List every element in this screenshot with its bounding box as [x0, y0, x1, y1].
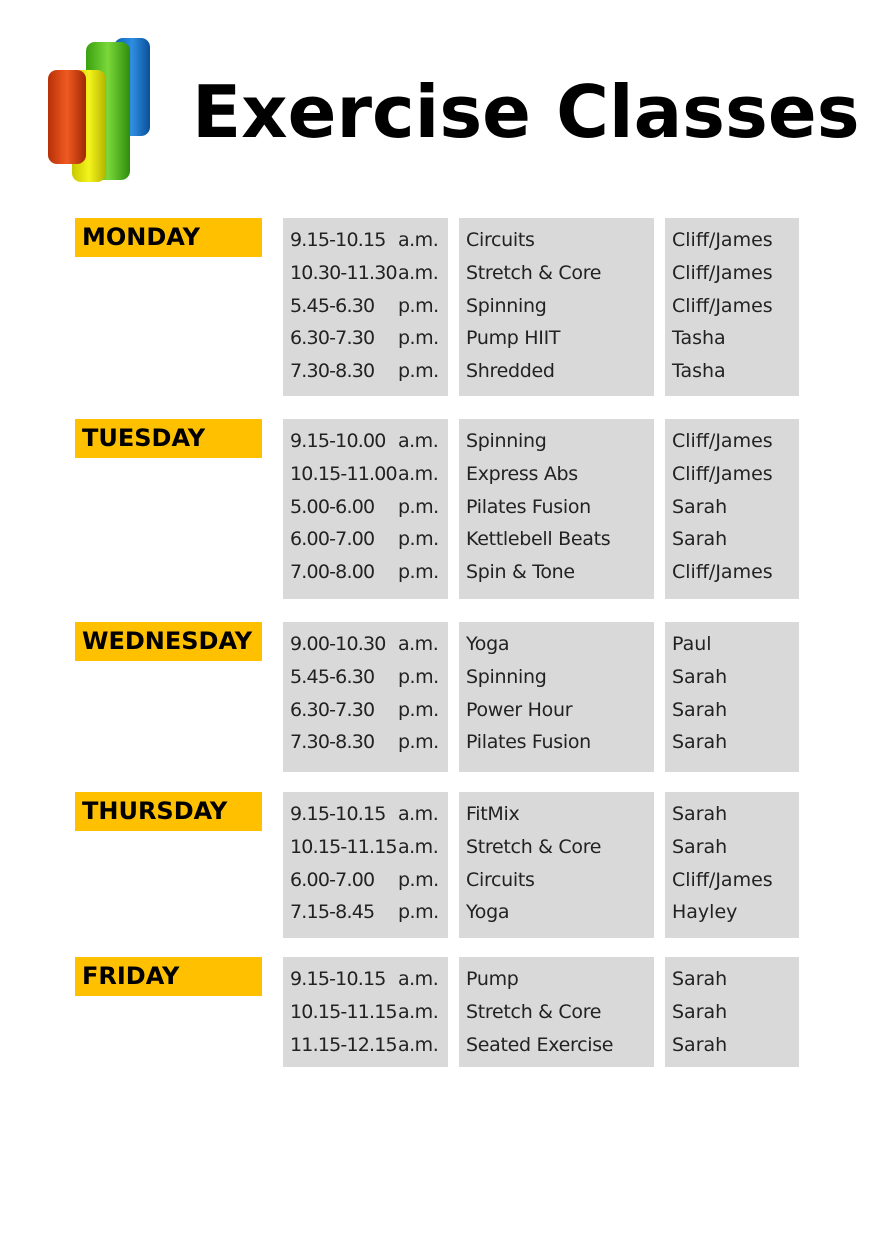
time-row — [290, 695, 448, 728]
time-range: 10.30-11.30 — [290, 261, 397, 284]
instructor-name: Hayley — [672, 901, 738, 924]
class-name: Spinning — [466, 430, 547, 452]
instructor-name: Tasha — [672, 360, 726, 383]
class-name: Spinning — [466, 665, 547, 688]
time-row — [290, 662, 448, 695]
time-row — [290, 258, 448, 291]
class-name: Pilates Fusion — [466, 731, 591, 754]
time-row — [290, 865, 448, 898]
instructor-name: Sarah — [672, 528, 728, 551]
time-range: 9.15-10.15 — [290, 229, 386, 251]
class-name: Stretch & Core — [466, 1000, 602, 1023]
time-period: p.m. — [398, 868, 439, 891]
time-range: 9.15-10.00 — [290, 430, 386, 452]
time-column — [283, 218, 448, 396]
class-name: Pump — [466, 968, 519, 990]
time-range: 10.15-11.15 — [290, 1000, 397, 1023]
instructor-name: Cliff/James — [672, 561, 773, 584]
instructor-name: Sarah — [672, 698, 728, 721]
time-range: 10.15-11.00 — [290, 462, 397, 485]
time-period: p.m. — [398, 294, 439, 317]
time-row — [290, 557, 448, 590]
time-period: p.m. — [398, 698, 439, 721]
instructor-name: Sarah — [672, 731, 728, 754]
time-period: a.m. — [398, 1033, 439, 1056]
instructor-name: Tasha — [672, 327, 726, 350]
time-period: a.m. — [398, 633, 439, 655]
time-row — [290, 964, 448, 997]
time-range: 7.30-8.30 — [290, 360, 375, 383]
class-name: Circuits — [466, 229, 535, 251]
class-name: Pump HIIT — [466, 327, 561, 350]
day-label: WEDNESDAY — [75, 622, 262, 661]
time-range: 9.15-10.15 — [290, 968, 386, 990]
time-period: a.m. — [398, 261, 439, 284]
day-block — [75, 957, 799, 1067]
page-title: Exercise Classes — [192, 70, 860, 154]
day-label: THURSDAY — [75, 792, 262, 831]
time-period: p.m. — [398, 901, 439, 924]
day-block — [75, 792, 799, 938]
time-row — [290, 1030, 448, 1063]
time-period: a.m. — [398, 430, 439, 452]
time-row — [290, 524, 448, 557]
instructor-column — [665, 792, 799, 938]
instructor-name: Sarah — [672, 968, 728, 990]
time-range: 6.00-7.00 — [290, 868, 375, 891]
time-period: p.m. — [398, 360, 439, 383]
class-name: Stretch & Core — [466, 261, 602, 284]
time-range: 9.00-10.30 — [290, 633, 386, 655]
time-range: 7.15-8.45 — [290, 901, 375, 924]
time-period: p.m. — [398, 528, 439, 551]
class-column — [459, 419, 654, 599]
time-row — [290, 799, 448, 832]
instructor-name: Sarah — [672, 1000, 728, 1023]
time-range: 6.30-7.30 — [290, 698, 375, 721]
time-row — [290, 727, 448, 760]
class-name: Yoga — [466, 901, 510, 924]
class-column — [459, 792, 654, 938]
time-row — [290, 323, 448, 356]
class-name: Kettlebell Beats — [466, 528, 611, 551]
time-row — [290, 291, 448, 324]
time-range: 10.15-11.15 — [290, 835, 397, 858]
class-name: Spin & Tone — [466, 561, 575, 584]
time-row — [290, 832, 448, 865]
time-row — [290, 459, 448, 492]
instructor-name: Sarah — [672, 835, 728, 858]
instructor-name: Cliff/James — [672, 261, 773, 284]
time-column — [283, 957, 448, 1067]
day-label: MONDAY — [75, 218, 262, 257]
time-period: a.m. — [398, 968, 439, 990]
time-row — [290, 356, 448, 389]
day-block — [75, 419, 799, 599]
class-name: Express Abs — [466, 462, 578, 485]
instructor-name: Paul — [672, 633, 712, 655]
time-period: a.m. — [398, 462, 439, 485]
time-column — [283, 622, 448, 772]
time-period: p.m. — [398, 731, 439, 754]
day-block — [75, 218, 799, 396]
time-range: 7.30-8.30 — [290, 731, 375, 754]
time-period: a.m. — [398, 835, 439, 858]
time-period: p.m. — [398, 495, 439, 518]
time-range: 6.30-7.30 — [290, 327, 375, 350]
time-row — [290, 897, 448, 930]
time-row — [290, 225, 448, 258]
time-range: 9.15-10.15 — [290, 803, 386, 825]
instructor-name: Sarah — [672, 1033, 728, 1056]
instructor-name: Cliff/James — [672, 229, 773, 251]
time-row — [290, 629, 448, 662]
instructor-name: Sarah — [672, 665, 728, 688]
time-period: p.m. — [398, 665, 439, 688]
instructor-name: Sarah — [672, 495, 728, 518]
class-name: Circuits — [466, 868, 535, 891]
class-name: Spinning — [466, 294, 547, 317]
class-name: Stretch & Core — [466, 835, 602, 858]
time-range: 6.00-7.00 — [290, 528, 375, 551]
instructor-name: Cliff/James — [672, 868, 773, 891]
class-column — [459, 622, 654, 772]
instructor-name: Cliff/James — [672, 294, 773, 317]
class-name: Power Hour — [466, 698, 573, 721]
day-label: TUESDAY — [75, 419, 262, 458]
time-row — [290, 492, 448, 525]
time-range: 7.00-8.00 — [290, 561, 375, 584]
time-range: 11.15-12.15 — [290, 1033, 397, 1056]
time-column — [283, 419, 448, 599]
class-column — [459, 957, 654, 1067]
class-name: Pilates Fusion — [466, 495, 591, 518]
instructor-column — [665, 957, 799, 1067]
time-range: 5.45-6.30 — [290, 665, 375, 688]
time-period: p.m. — [398, 561, 439, 584]
instructor-column — [665, 622, 799, 772]
instructor-name: Sarah — [672, 803, 728, 825]
time-period: a.m. — [398, 803, 439, 825]
class-name: FitMix — [466, 803, 520, 825]
day-block — [75, 622, 799, 772]
day-label: FRIDAY — [75, 957, 262, 996]
class-column — [459, 218, 654, 396]
time-range: 5.00-6.00 — [290, 495, 375, 518]
instructor-name: Cliff/James — [672, 462, 773, 485]
time-period: a.m. — [398, 1000, 439, 1023]
class-name: Yoga — [466, 633, 510, 655]
class-name: Seated Exercise — [466, 1033, 614, 1056]
time-row — [290, 997, 448, 1030]
class-name: Shredded — [466, 360, 555, 383]
instructor-name: Cliff/James — [672, 430, 773, 452]
instructor-column — [665, 419, 799, 599]
instructor-column — [665, 218, 799, 396]
colored-bars-logo-icon — [44, 34, 156, 186]
time-period: p.m. — [398, 327, 439, 350]
time-period: a.m. — [398, 229, 439, 251]
time-range: 5.45-6.30 — [290, 294, 375, 317]
time-column — [283, 792, 448, 938]
time-row — [290, 426, 448, 459]
